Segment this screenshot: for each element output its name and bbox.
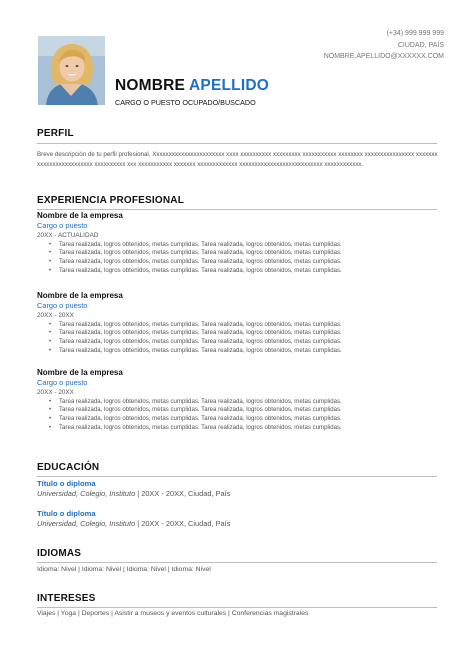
task-text: Tarea realizada, logros obtenidos, metas cumplidas. Tarea realizada, logros obtenidos, metas cumplidas. [59, 406, 342, 414]
degree-title: Título o diploma [37, 509, 96, 518]
languages-text: Idioma: Nivel | Idioma: Nivel | Idioma: Nivel | Idioma: Nivel [37, 566, 211, 573]
degree-detail [37, 489, 439, 499]
divider [37, 607, 437, 608]
task-text: Tarea realizada, logros obtenidos, metas cumplidas. Tarea realizada, logros obtenidos, metas cumplidas. [59, 415, 342, 423]
job-position: Cargo o puesto [37, 221, 88, 230]
bullet-icon: • [49, 240, 52, 248]
job-entry [37, 368, 439, 433]
last-name: APELLIDO [189, 77, 269, 94]
task-text: Tarea realizada, logros obtenidos, metas cumplidas. Tarea realizada, logros obtenidos, metas cumplidas. [59, 258, 342, 266]
task-text: Tarea realizada, logros obtenidos, metas cumplidas. Tarea realizada, logros obtenidos, metas cumplidas. [59, 249, 342, 257]
company-name: Nombre de la empresa [37, 291, 123, 300]
list-item [49, 424, 439, 433]
list-item [49, 241, 439, 250]
company-name: Nombre de la empresa [37, 211, 123, 220]
institution-name: Universidad, Colegio, Instituto [37, 519, 136, 528]
task-text: Tarea realizada, logros obtenidos, metas cumplidas. Tarea realizada, logros obtenidos, metas cumplidas. [59, 267, 342, 275]
task-text: Tarea realizada, logros obtenidos, metas cumplidas. Tarea realizada, logros obtenidos, metas cumplidas. [59, 397, 342, 405]
divider [37, 143, 437, 144]
company-name: Nombre de la empresa [37, 368, 123, 377]
list-item [49, 258, 439, 267]
institution-name: Universidad, Colegio, Instituto [37, 489, 136, 498]
section-title-education: EDUCACIÓN [37, 462, 100, 473]
list-item [49, 249, 439, 258]
job-dates: 20XX - 20XX [37, 311, 74, 319]
profile-photo [38, 36, 105, 105]
job-tasks [37, 398, 439, 434]
degree-dates-location: | 20XX - 20XX, Ciudad, País [135, 489, 231, 498]
list-item [49, 338, 439, 347]
job-title: CARGO O PUESTO OCUPADO/BUSCADO [115, 98, 256, 107]
task-text: Tarea realizada, logros obtenidos, metas cumplidas. Tarea realizada, logros obtenidos, metas cumplidas. [59, 338, 342, 346]
section-title-experience: EXPERIENCIA PROFESIONAL [37, 195, 185, 206]
bullet-icon: • [49, 415, 52, 423]
job-tasks [37, 321, 439, 357]
task-text: Tarea realizada, logros obtenidos, metas cumplidas. Tarea realizada, logros obtenidos, metas cumplidas. [59, 424, 342, 432]
section-title-interests: INTERESES [37, 593, 96, 604]
list-item [49, 406, 439, 415]
interests-text: Viajes | Yoga | Deportes | Asistir a museos y eventos culturales | Conferencias magistrales [37, 610, 309, 617]
job-position: Cargo o puesto [37, 378, 88, 387]
person-photo-icon [38, 36, 105, 105]
job-dates: 20XX - ACTUALIDAD [37, 231, 99, 239]
education-entry [37, 509, 439, 529]
contact-block [324, 28, 444, 63]
bullet-icon: • [49, 406, 52, 414]
divider [37, 562, 437, 563]
section-title-profile: PERFIL [37, 128, 74, 139]
bullet-icon: • [49, 258, 52, 266]
bullet-icon: • [49, 329, 52, 337]
divider [37, 209, 437, 210]
list-item [49, 267, 439, 276]
bullet-icon: • [49, 397, 52, 405]
list-item [49, 329, 439, 338]
job-position: Cargo o puesto [37, 301, 88, 310]
bullet-icon: • [49, 424, 52, 432]
list-item [49, 415, 439, 424]
full-name [115, 77, 269, 95]
task-text: Tarea realizada, logros obtenidos, metas cumplidas. Tarea realizada, logros obtenidos, metas cumplidas. [59, 329, 342, 337]
task-text: Tarea realizada, logros obtenidos, metas cumplidas. Tarea realizada, logros obtenidos, metas cumplidas. [59, 320, 342, 328]
bullet-icon: • [49, 249, 52, 257]
list-item [49, 347, 439, 356]
degree-detail [37, 519, 439, 529]
list-item [49, 398, 439, 407]
contact-email[interactable]: NOMBRE.APELLIDO@XXXXXX.COM [323, 53, 444, 60]
first-name: NOMBRE [115, 77, 186, 94]
contact-location: CIUDAD, PAÍS [397, 41, 444, 49]
list-item [49, 321, 439, 330]
job-entry [37, 211, 439, 276]
education-entry [37, 479, 439, 499]
task-text: Tarea realizada, logros obtenidos, metas cumplidas. Tarea realizada, logros obtenidos, metas cumplidas. [59, 347, 342, 355]
task-text: Tarea realizada, logros obtenidos, metas cumplidas. Tarea realizada, logros obtenidos, metas cumplidas. [59, 240, 342, 248]
job-tasks [37, 241, 439, 277]
degree-title: Título o diploma [37, 479, 96, 488]
divider [37, 476, 437, 477]
bullet-icon: • [49, 267, 52, 275]
contact-phone: (+34) 999 999 999 [386, 30, 444, 37]
degree-dates-location: | 20XX - 20XX, Ciudad, País [135, 519, 231, 528]
bullet-icon: • [49, 347, 52, 355]
job-entry [37, 291, 439, 356]
section-title-languages: IDIOMAS [37, 548, 82, 559]
job-dates: 20XX - 20XX [37, 388, 74, 396]
profile-text: Breve descripción de tu perfil profesional. Xxxxxxxxxxxxxxxxxxxxxxx xxxx xxxxxxxxxx xxxxxxxxx xxxxxxxxxxx xxxxxxxx xxxxxxxxxxxxxxxx xxxxxxxxxxxxxxxxxxxxxxxxx xxxxxxxxxx xxx xxxxxxxxxxx xxxxxxx xxxxxxxxxxxxx xxxxxxxxxxxxxxxxxxxxxxxxxxx xxxxxxxxxxxx. [37, 151, 438, 168]
bullet-icon: • [49, 338, 52, 346]
bullet-icon: • [49, 320, 52, 328]
